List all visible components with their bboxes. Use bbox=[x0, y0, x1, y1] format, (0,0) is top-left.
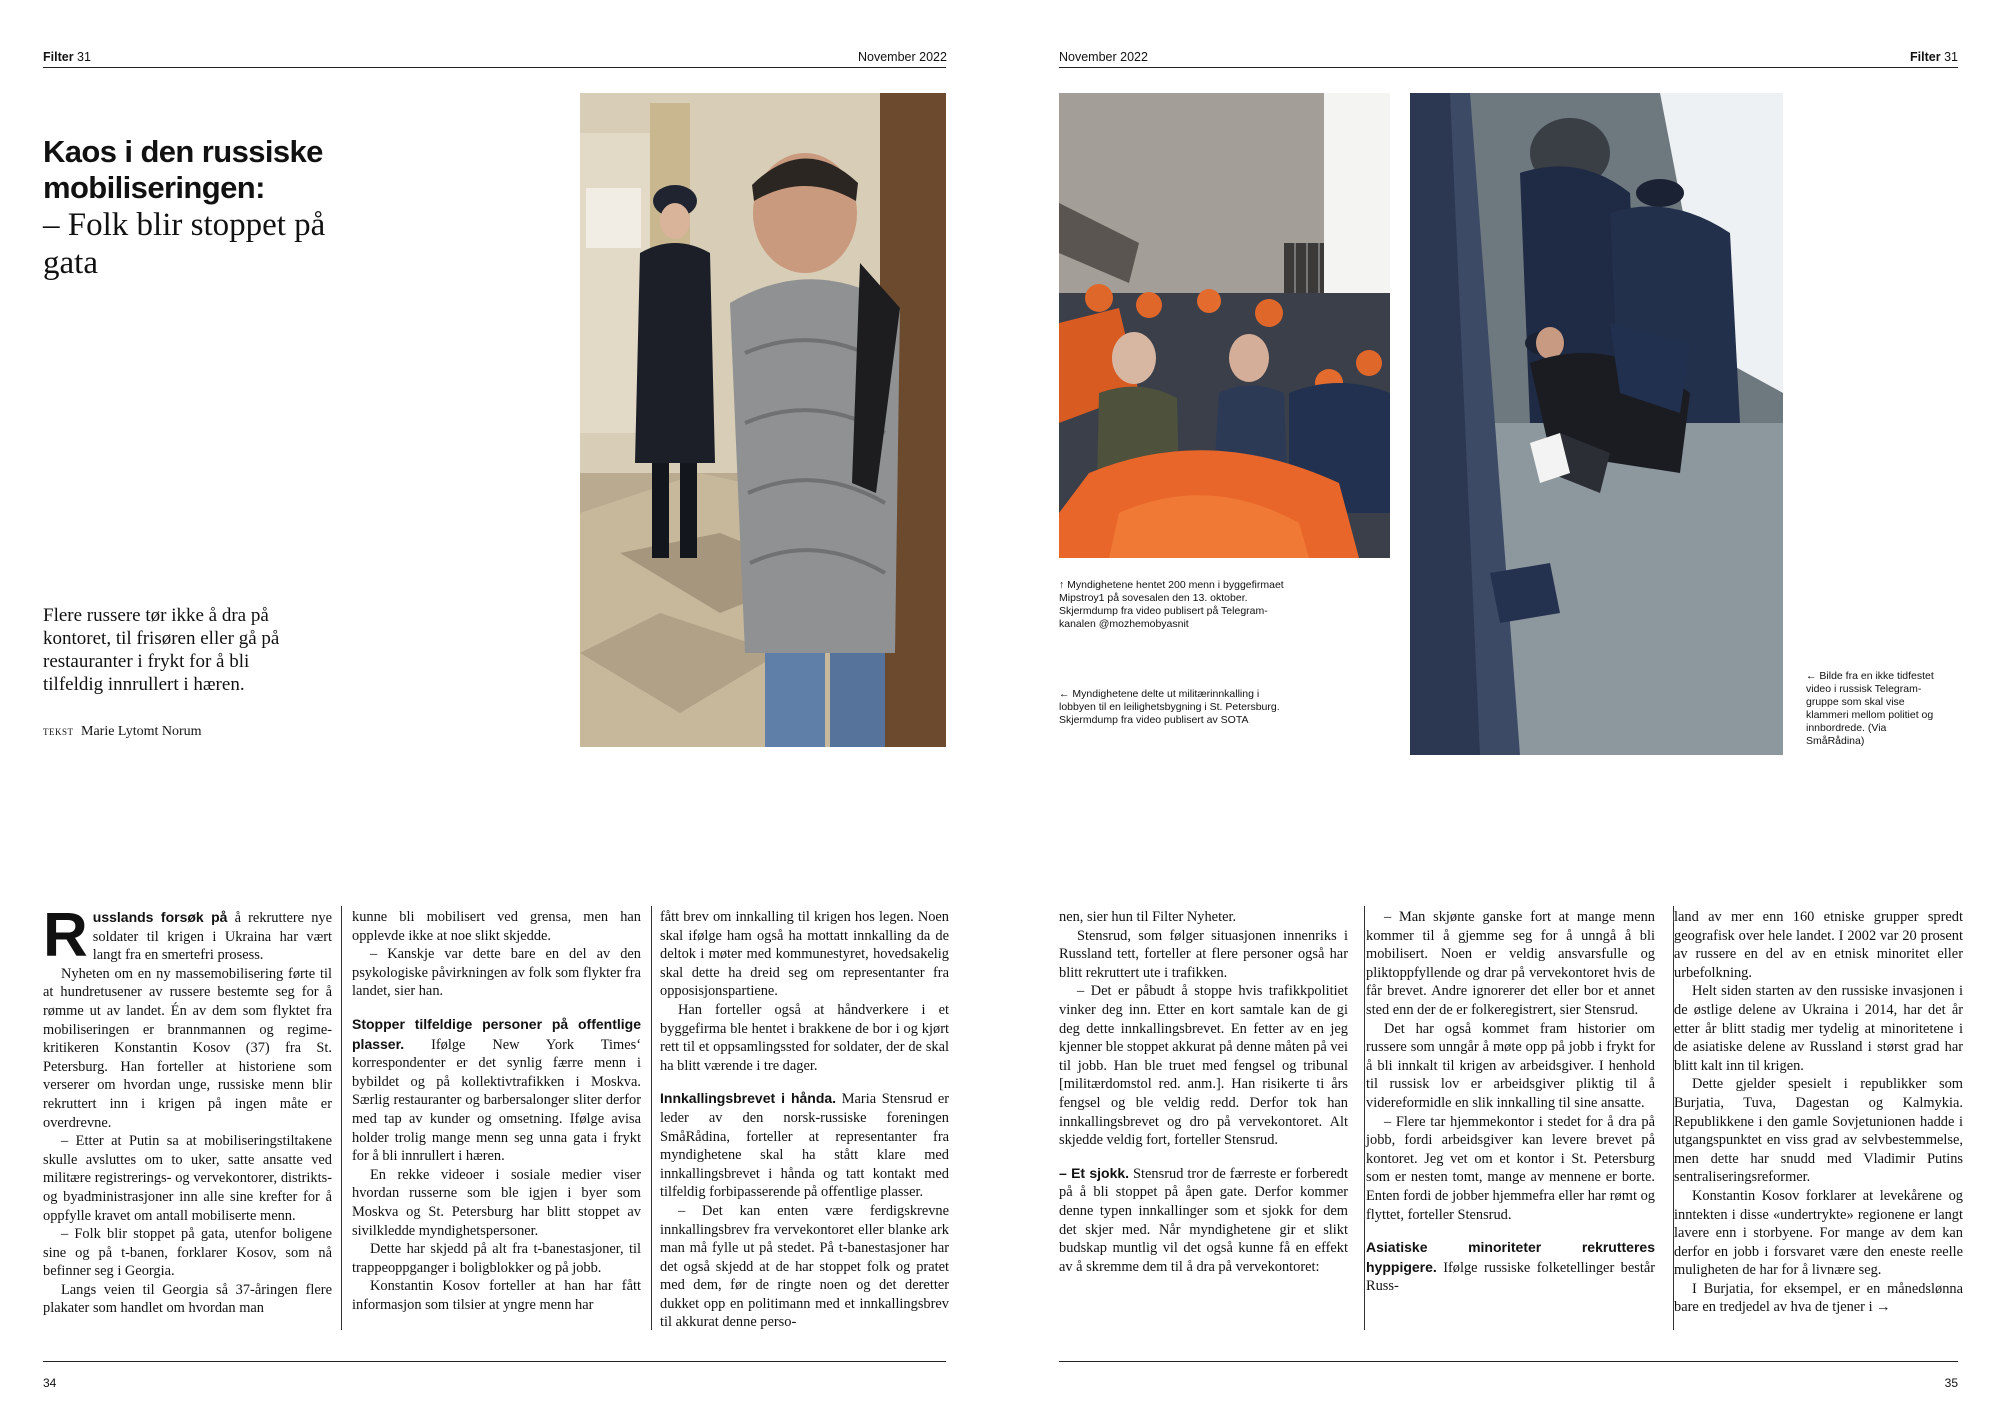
article-paragraph: – Det kan enten være ferdigskrevne innkallingsbrev fra vervekontoret eller blanke ark man må fylle ut på stedet. På t-banestasjoner har det også skjedd at de har stoppet folk og pratet med dem, før de ringte noen og det deretter dukket opp en politimann med et innkallingsbrev til akkurat denne perso- bbox=[660, 1202, 949, 1331]
paragraph-text: Stensrud tror de færreste er forberedt på å bli stoppet på åpen gate. Derfor kommer denne typen innkallinger som et sjokk for dem det skjer med. Når myndighetene gir et slikt budskap muntlig vil det også kunne få en effekt av å skremme dem til å dra på vervekontoret: bbox=[1059, 1165, 1348, 1275]
article-title bbox=[43, 134, 373, 282]
article-paragraph: – Det er påbudt å stoppe hvis trafikkpolitiet vinker deg inn. Etter en kort samtale kan de gi deg dette innkallingsbrevet. En fetter av en jeg kjenner ble stoppet akkurat på denne måten på vei til jobb. Han ble truet med fengsel og tribunal [militærdomstol red. anm.]. Han risikerte ti års fengsel og ble veldig redd. Derfor tok han innkallingsbrevet og dro på vervekontoret. Alt skjedde veldig fort, forteller Stensrud. bbox=[1059, 983, 1348, 1149]
article-paragraph bbox=[1366, 1238, 1655, 1296]
article-paragraph bbox=[1059, 1164, 1348, 1277]
column-rule bbox=[651, 906, 652, 1330]
header-right-date: November 2022 bbox=[1059, 50, 1148, 64]
header-right-folio bbox=[1910, 50, 1958, 64]
header-issue-number: 31 bbox=[1944, 50, 1958, 64]
page-number-right: 35 bbox=[1944, 1376, 1958, 1390]
title-quote: – Folk blir stoppet på gata bbox=[43, 207, 326, 281]
article-paragraph: En rekke videoer i sosiale medier viser hvordan russerne som ble igjen i byer som Moskva og St. Petersburg har blitt stoppet av sivilkledde myndighetspersoner. bbox=[352, 1166, 641, 1239]
photo-lobby bbox=[580, 93, 946, 747]
article-column-1 bbox=[43, 901, 332, 1318]
footer-rule-right bbox=[1059, 1361, 1958, 1362]
title-bold: Kaos i den russiske mobiliseringen: bbox=[43, 134, 323, 205]
footer-rule-left bbox=[43, 1361, 946, 1362]
column-rule bbox=[1364, 906, 1365, 1330]
article-paragraph: Langs veien til Georgia så 37-åringen flere plakater som handlet om hvordan man bbox=[43, 1281, 332, 1317]
article-paragraph: Dette har skjedd på alt fra t-banestasjoner, til trappeoppganger i boligblokker og på jobb. bbox=[352, 1241, 641, 1276]
photo-brawl bbox=[1410, 93, 1783, 755]
article-paragraph: Konstantin Kosov forklarer at levekårene og inntekten i disse «undertrykte» regionene er langt lavere enn i storbyene. For mange av dem kan derfor en jobb i forsvaret være den eneste reelle muligheten de har for å livnære seg. bbox=[1674, 1187, 1963, 1279]
subheading: Asiatiske minoriteter rekrutteres hyppigere. bbox=[1366, 1239, 1655, 1275]
article-paragraph: Det har også kommet fram historier om russere som unngår å møte opp på jobb i frykt for å bli innkalt til krigen av arbeidsgiver. I henhold til russisk lov er arbeidsgiver pliktig til å videreformidle en slik innkalling til sine ansatte. bbox=[1366, 1020, 1655, 1111]
header-rule-right bbox=[1059, 67, 1958, 68]
lead-in: usslands forsøk på bbox=[92, 909, 228, 925]
header-left-date: November 2022 bbox=[858, 50, 947, 64]
paragraph-text: Maria Stensrud er leder av den norsk-russiske foreningen SmåRådina, forteller at representanter fra myndighetene skal ha stått klare med innkallingsbrevet i hånda og tatt kontakt med tilfeldig forbipasserende på offentlige plasser. bbox=[660, 1091, 949, 1201]
subheading: – Et sjokk. bbox=[1059, 1164, 1130, 1181]
article-column-5 bbox=[1366, 908, 1655, 1296]
article-paragraph: land av mer enn 160 etniske grupper spredt geografisk over hele landet. I 2002 var 20 prosent av russere en del av en etnisk minoritet eller urbefolkning. bbox=[1674, 909, 1963, 981]
byline-author: Marie Lytomt Norum bbox=[81, 724, 202, 739]
article-paragraph: kunne bli mobilisert ved grensa, men han opplevde ikke at noe slikt skjedde. bbox=[352, 909, 641, 944]
header-rule-left bbox=[43, 67, 946, 68]
article-paragraph: I Burjatia, for eksempel, er en månedslønna bare en tredjedel av hva de tjener i → bbox=[1674, 1280, 1963, 1316]
article-paragraph: Konstantin Kosov forteller at han har fått informasjon som tilsier at yngre menn har bbox=[352, 1278, 641, 1313]
article-column-2 bbox=[352, 908, 641, 1314]
page-number-left: 34 bbox=[43, 1376, 57, 1390]
caption-brawl: ← Bilde fra en ikke tidfestet video i russisk Telegram-gruppe som skal vise klammeri mellom politiet og innbordrede. (Via SmåRådina) bbox=[1806, 670, 1934, 747]
caption-workers: ↑ Myndighetene hentet 200 menn i byggefirmaet Mipstroy1 på sovesalen den 13. oktober. Skjermdump fra video publisert på Telegram-kanalen @mozhemobyasnit bbox=[1059, 579, 1284, 630]
article-paragraph: – Folk blir stoppet på gata, utenfor boligene sine og på t-banen, forklarer Kosov, som nå befinner seg i Georgia. bbox=[43, 1226, 332, 1280]
article-paragraph: Han forteller også at håndverkere i et byggefirma ble hentet i brakkene de bor i og kjørt rett til et oppsamlingssted for soldater, der de skal ha blitt værende i tre dager. bbox=[660, 1001, 949, 1074]
article-paragraph: Stensrud, som følger situasjonen innenriks i Russland tett, forteller at flere personer også har blitt rekruttert ute i trafikken. bbox=[1059, 927, 1348, 981]
subheading: Innkallingsbrevet i hånda. bbox=[660, 1090, 837, 1107]
header-left-folio bbox=[43, 50, 91, 64]
byline-tag: TEKST bbox=[43, 727, 74, 737]
article-paragraph bbox=[352, 1015, 641, 1166]
article-paragraph: Helt siden starten av den russiske invasjonen i de østlige delene av Ukraina i 2014, har det år etter år blitt stadig mer tydelig at minoritetene i de asiatiske delene av Russland i størst grad har blitt kalt inn til krigen. bbox=[1674, 983, 1963, 1074]
article-column-3 bbox=[660, 908, 949, 1332]
article-paragraph: Dette gjelder spesielt i republikker som Burjatia, Tuva, Dagestan og Kalmykia. Republikkene i den gamle Sovjetunionen hadde i utgangspunktet en viss grad av selvbestemmelse, men dette har snudd med Vladimir Putins sentraliseringsreformer. bbox=[1674, 1076, 1963, 1186]
article-paragraph: – Flere tar hjemmekontor i stedet for å dra på jobb, fordi arbeidsgiver kan levere brevet på kontoret. Jeg vet om et kontor i St. Petersburg som er nesten tomt, mange av mennene er borte. Enten fordi de jobber hjemmefra eller har rømt og flyttet, forteller Stensrud. bbox=[1366, 1113, 1655, 1223]
byline bbox=[43, 724, 202, 740]
article-paragraph bbox=[43, 901, 332, 970]
article-paragraph: fått brev om innkalling til krigen hos legen. Noen skal ifølge ham også ha mottatt innkalling da de deltok i møter med kommunestyret, hovedsakelig skal dette ha dreid seg om representanter fra opposisjonspartiene. bbox=[660, 909, 949, 1000]
column-rule bbox=[341, 906, 342, 1330]
article-paragraph bbox=[660, 1089, 949, 1202]
paragraph-text: Ifølge russiske folketellinger består Russ- bbox=[1366, 1259, 1655, 1295]
photo-workers bbox=[1059, 93, 1390, 558]
header-section-name: Filter bbox=[43, 50, 74, 64]
article-paragraph: – Kanskje var dette bare en del av den psykologiske påvirkningen av folk som flykter fra landet, sier han. bbox=[352, 946, 641, 1000]
article-paragraph: – Etter at Putin sa at mobiliseringstiltakene skulle avsluttes om to uker, satte ansatte ved militære registrerings- og vervekontorer, distrikts- og byadministrasjoner inn alle sine krefter for å oppfylle kravet om antall mobiliserte menn. bbox=[43, 1133, 332, 1224]
article-paragraph: nen, sier hun til Filter Nyheter. bbox=[1059, 909, 1237, 925]
drop-cap: R bbox=[43, 901, 88, 970]
caption-lobby: ← Myndighetene delte ut militærinnkalling i lobbyen til en leilighetsbygning i St. Petersburg. Skjermdump fra video publisert av SOTA bbox=[1059, 688, 1280, 726]
article-column-4 bbox=[1059, 908, 1348, 1276]
article-column-6 bbox=[1674, 908, 1963, 1317]
article-paragraph: – Man skjønte ganske fort at mange menn kommer til å gjemme seg for å unngå å bli mobilisert. Noen er veldig ansvarsfulle og pliktoppfyllende og drar på vervekontoret hvis de får brevet. Andre ignorerer det eller bor et annet sted enn der de er folkeregistrert, sier Stensrud. bbox=[1366, 909, 1655, 1018]
paragraph-text: Ifølge New York Times‘ korrespondenter er det synlig færre menn i bybildet og på kollektivtrafikken i Moskva. Særlig restauranter og barbersalonger sliter derfor med tap av kunder og omsetning. Ifølge avisa holder trolig mange menn seg unna gata i frykt for å bli innrullert i hæren. bbox=[352, 1036, 641, 1165]
header-section-name: Filter bbox=[1910, 50, 1941, 64]
subheading: Stopper tilfeldige personer på offentlige plasser. bbox=[352, 1015, 641, 1052]
paragraph-text: å rekruttere nye soldater til krigen i Ukraina har vært langt fra en smertefri prosess. bbox=[92, 910, 332, 964]
header-issue-number: 31 bbox=[77, 50, 91, 64]
article-paragraph: Nyheten om en ny massemobilisering førte til at hundretusener av russere bestemte seg for å rømme ut av landet. Én av dem som flyktet fra mobiliseringen er brannmannen og regime-kritikeren Konstantin Kosov (37) fra St. Petersburg. Han forteller at historiene som verserer om hvordan unge, russiske menn blir rekruttert inn i krigen på ingen måte er overdrevne. bbox=[43, 965, 332, 1131]
article-lead: Flere russere tør ikke å dra på kontoret, til frisøren eller gå på restauranter i frykt for å bli tilfeldig innrullert i hæren. bbox=[43, 605, 280, 695]
